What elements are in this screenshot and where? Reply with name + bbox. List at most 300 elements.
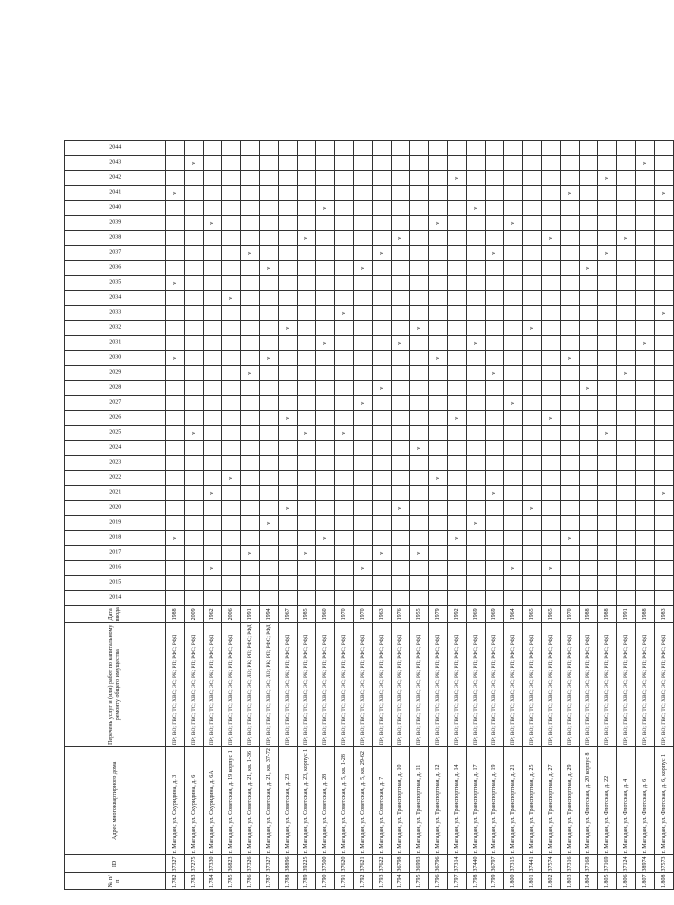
year-cell bbox=[222, 261, 241, 276]
row-services-cell: ПР; ВО; ГВС; ТС; ХВС; ЭС; ЛО; РК; РП; РФС; РФД bbox=[241, 623, 260, 747]
year-cell bbox=[259, 441, 278, 456]
year-cell bbox=[447, 141, 466, 156]
year-cell bbox=[241, 321, 260, 336]
year-cell bbox=[429, 516, 448, 531]
year-cell bbox=[504, 366, 523, 381]
year-cell bbox=[429, 426, 448, 441]
year-cell bbox=[504, 306, 523, 321]
row-id-cell: 37621 bbox=[353, 855, 372, 873]
year-cell bbox=[485, 441, 504, 456]
check-mark: v bbox=[416, 326, 423, 330]
year-cell bbox=[447, 456, 466, 471]
year-cell bbox=[617, 381, 636, 396]
year-cell bbox=[429, 456, 448, 471]
year-cell bbox=[654, 216, 673, 231]
year-cell bbox=[184, 246, 203, 261]
year-cell bbox=[241, 306, 260, 321]
check-mark: v bbox=[585, 266, 592, 270]
year-cell bbox=[466, 396, 485, 411]
year-cell bbox=[410, 171, 429, 186]
year-cell bbox=[429, 546, 448, 561]
year-cell bbox=[259, 186, 278, 201]
year-cell bbox=[353, 246, 372, 261]
year-cell bbox=[372, 441, 391, 456]
year-cell bbox=[241, 231, 260, 246]
year-cell bbox=[654, 396, 673, 411]
year-cell bbox=[335, 201, 354, 216]
year-cell bbox=[579, 561, 598, 576]
year-cell bbox=[166, 276, 185, 291]
year-cell bbox=[297, 351, 316, 366]
year-cell bbox=[523, 501, 542, 516]
year-cell bbox=[598, 276, 617, 291]
year-cell bbox=[523, 411, 542, 426]
year-cell bbox=[410, 321, 429, 336]
row-number-cell: 1.787 bbox=[259, 873, 278, 890]
header-year-label: 2031 bbox=[109, 339, 121, 346]
year-cell bbox=[278, 186, 297, 201]
year-cell bbox=[504, 291, 523, 306]
year-cell bbox=[241, 201, 260, 216]
year-cell bbox=[635, 441, 654, 456]
year-cell bbox=[278, 456, 297, 471]
year-cell bbox=[429, 561, 448, 576]
year-cell bbox=[391, 201, 410, 216]
year-cell bbox=[241, 336, 260, 351]
year-cell bbox=[429, 231, 448, 246]
year-cell bbox=[485, 381, 504, 396]
year-cell bbox=[353, 516, 372, 531]
year-cell bbox=[560, 231, 579, 246]
year-cell bbox=[447, 546, 466, 561]
year-cell bbox=[447, 411, 466, 426]
year-cell bbox=[447, 156, 466, 171]
year-cell bbox=[391, 156, 410, 171]
year-cell bbox=[523, 516, 542, 531]
year-cell bbox=[466, 516, 485, 531]
year-cell bbox=[203, 456, 222, 471]
row-number-cell: 1.794 bbox=[391, 873, 410, 890]
year-cell bbox=[203, 156, 222, 171]
year-cell bbox=[504, 411, 523, 426]
check-mark: v bbox=[265, 266, 272, 270]
year-cell bbox=[203, 576, 222, 591]
year-cell bbox=[523, 546, 542, 561]
year-cell bbox=[184, 411, 203, 426]
year-cell bbox=[617, 306, 636, 321]
header-row bbox=[65, 141, 166, 890]
header-year-label: 2044 bbox=[109, 144, 121, 151]
year-cell bbox=[335, 531, 354, 546]
year-cell bbox=[335, 471, 354, 486]
header-year-label: 2026 bbox=[109, 414, 121, 421]
year-cell bbox=[222, 141, 241, 156]
year-cell bbox=[297, 291, 316, 306]
year-cell bbox=[259, 426, 278, 441]
year-cell bbox=[466, 171, 485, 186]
year-cell bbox=[447, 306, 466, 321]
year-cell bbox=[184, 486, 203, 501]
year-cell bbox=[335, 591, 354, 606]
header-year-label: 2037 bbox=[109, 249, 121, 256]
header-year-label: 2025 bbox=[109, 429, 121, 436]
year-cell bbox=[316, 426, 335, 441]
row-commission-year-cell: 1979 bbox=[429, 606, 448, 623]
year-cell bbox=[560, 471, 579, 486]
year-cell bbox=[241, 171, 260, 186]
check-mark: v bbox=[359, 566, 366, 570]
year-cell bbox=[316, 486, 335, 501]
year-cell bbox=[635, 366, 654, 381]
row-commission-year-cell: 1963 bbox=[372, 606, 391, 623]
year-cell bbox=[541, 501, 560, 516]
year-cell bbox=[504, 216, 523, 231]
year-cell bbox=[504, 321, 523, 336]
year-cell bbox=[259, 381, 278, 396]
year-cell bbox=[541, 396, 560, 411]
year-cell bbox=[579, 336, 598, 351]
year-cell bbox=[410, 291, 429, 306]
year-cell bbox=[598, 246, 617, 261]
header-year bbox=[65, 321, 166, 336]
year-cell bbox=[560, 291, 579, 306]
year-cell bbox=[523, 396, 542, 411]
year-cell bbox=[485, 351, 504, 366]
year-cell bbox=[654, 141, 673, 156]
header-year bbox=[65, 351, 166, 366]
header-year bbox=[65, 276, 166, 291]
check-mark: v bbox=[491, 371, 498, 375]
year-cell bbox=[203, 201, 222, 216]
row-commission-year-cell: 1985 bbox=[297, 606, 316, 623]
row-number-cell: 1.784 bbox=[203, 873, 222, 890]
row-services-cell: ПР; ВО; ГВС; ТС; ХВС; ЭС; РК; РП; РФС; РФД bbox=[335, 623, 354, 747]
check-mark: v bbox=[641, 341, 648, 345]
year-cell bbox=[466, 336, 485, 351]
year-cell bbox=[541, 216, 560, 231]
row-commission-year-cell: 1964 bbox=[504, 606, 523, 623]
header-year-label: 2017 bbox=[109, 549, 121, 556]
year-cell bbox=[259, 216, 278, 231]
year-cell bbox=[184, 396, 203, 411]
table-row bbox=[353, 141, 372, 890]
year-cell bbox=[447, 471, 466, 486]
year-cell bbox=[485, 516, 504, 531]
year-cell bbox=[241, 531, 260, 546]
year-cell bbox=[485, 306, 504, 321]
year-cell bbox=[429, 576, 448, 591]
year-cell bbox=[579, 246, 598, 261]
row-address-cell: г. Магадан, ул. Флотская, д. 6, корпус 1 bbox=[654, 747, 673, 855]
year-cell bbox=[466, 156, 485, 171]
year-cell bbox=[447, 246, 466, 261]
year-cell bbox=[485, 321, 504, 336]
year-cell bbox=[466, 546, 485, 561]
year-cell bbox=[523, 366, 542, 381]
year-cell bbox=[353, 501, 372, 516]
check-mark: v bbox=[472, 341, 479, 345]
year-cell bbox=[447, 201, 466, 216]
year-cell bbox=[316, 351, 335, 366]
header-year-label: 2018 bbox=[109, 534, 121, 541]
check-mark: v bbox=[566, 536, 573, 540]
year-cell bbox=[241, 261, 260, 276]
year-cell bbox=[203, 171, 222, 186]
year-cell bbox=[560, 411, 579, 426]
year-cell bbox=[560, 516, 579, 531]
year-cell bbox=[447, 591, 466, 606]
year-cell bbox=[579, 216, 598, 231]
year-cell bbox=[447, 336, 466, 351]
row-services-cell: ПР; ВО; ГВС; ТС; ХВС; ЭС; РК; РП; РФС; РФД bbox=[429, 623, 448, 747]
year-cell bbox=[353, 381, 372, 396]
check-mark: v bbox=[171, 356, 178, 360]
year-cell bbox=[222, 441, 241, 456]
year-cell bbox=[353, 306, 372, 321]
year-cell bbox=[241, 501, 260, 516]
year-cell bbox=[166, 201, 185, 216]
check-mark: v bbox=[623, 371, 630, 375]
row-id-cell: 37275 bbox=[184, 855, 203, 873]
year-cell bbox=[598, 141, 617, 156]
year-cell bbox=[410, 381, 429, 396]
year-cell bbox=[166, 186, 185, 201]
check-mark: v bbox=[209, 566, 216, 570]
year-cell bbox=[523, 141, 542, 156]
table-row bbox=[203, 141, 222, 890]
year-cell bbox=[541, 516, 560, 531]
year-cell bbox=[297, 561, 316, 576]
year-cell bbox=[617, 501, 636, 516]
year-cell bbox=[259, 561, 278, 576]
year-cell bbox=[429, 171, 448, 186]
year-cell bbox=[560, 201, 579, 216]
year-cell bbox=[241, 141, 260, 156]
check-mark: v bbox=[604, 251, 611, 255]
row-services-cell: ПР; ВО; ГВС; ТС; ХВС; ЭС; РК; РП; РФС; РФД bbox=[541, 623, 560, 747]
year-cell bbox=[297, 366, 316, 381]
year-cell bbox=[617, 171, 636, 186]
year-cell bbox=[410, 141, 429, 156]
year-cell bbox=[635, 291, 654, 306]
year-cell bbox=[410, 576, 429, 591]
row-id-cell: 37124 bbox=[617, 855, 636, 873]
year-cell bbox=[504, 186, 523, 201]
capital-repair-schedule-table bbox=[64, 140, 674, 890]
year-cell bbox=[447, 576, 466, 591]
year-cell bbox=[617, 486, 636, 501]
year-cell bbox=[579, 576, 598, 591]
year-cell bbox=[391, 186, 410, 201]
header-year bbox=[65, 441, 166, 456]
row-address-cell: г. Магадан, ул. Транспортная, д. 27 bbox=[541, 747, 560, 855]
row-id-cell: 37326 bbox=[241, 855, 260, 873]
year-cell bbox=[523, 486, 542, 501]
year-cell bbox=[222, 366, 241, 381]
year-cell bbox=[410, 336, 429, 351]
year-cell bbox=[410, 486, 429, 501]
year-cell bbox=[353, 486, 372, 501]
header-year bbox=[65, 366, 166, 381]
table-row bbox=[560, 141, 579, 890]
year-cell bbox=[335, 441, 354, 456]
year-cell bbox=[391, 366, 410, 381]
year-cell bbox=[241, 186, 260, 201]
check-mark: v bbox=[341, 311, 348, 315]
check-mark: v bbox=[247, 251, 254, 255]
row-address-cell: г. Магадан, ул. Транспортная, д. 21 bbox=[504, 747, 523, 855]
check-mark: v bbox=[529, 326, 536, 330]
year-cell bbox=[166, 516, 185, 531]
year-cell bbox=[617, 516, 636, 531]
year-cell bbox=[579, 186, 598, 201]
year-cell bbox=[391, 531, 410, 546]
check-mark: v bbox=[585, 386, 592, 390]
row-services-cell: ПР; ВО; ГВС; ТС; ХВС; ЭС; РК; РП; РФС; РФД bbox=[560, 623, 579, 747]
row-id-cell: 38896 bbox=[278, 855, 297, 873]
year-cell bbox=[184, 516, 203, 531]
check-mark: v bbox=[510, 566, 517, 570]
year-cell bbox=[485, 561, 504, 576]
year-cell bbox=[259, 576, 278, 591]
row-commission-year-cell: 1969 bbox=[485, 606, 504, 623]
year-cell bbox=[485, 276, 504, 291]
row-address-cell: г. Магадан, ул. Транспортная, д. 29 bbox=[560, 747, 579, 855]
year-cell bbox=[297, 276, 316, 291]
year-cell bbox=[410, 546, 429, 561]
year-cell bbox=[635, 351, 654, 366]
year-cell bbox=[316, 561, 335, 576]
year-cell bbox=[316, 186, 335, 201]
year-cell bbox=[579, 396, 598, 411]
year-cell bbox=[579, 261, 598, 276]
row-commission-year-cell: 1991 bbox=[241, 606, 260, 623]
year-cell bbox=[635, 306, 654, 321]
check-mark: v bbox=[660, 191, 667, 195]
year-cell bbox=[391, 486, 410, 501]
year-cell bbox=[654, 381, 673, 396]
row-services-cell: ПР; ВО; ГВС; ТС; ХВС; ЭС; РК; РП; РФС; РФД bbox=[297, 623, 316, 747]
year-cell bbox=[617, 561, 636, 576]
year-cell bbox=[372, 471, 391, 486]
year-cell bbox=[166, 261, 185, 276]
header-year-label: 2022 bbox=[109, 474, 121, 481]
check-mark: v bbox=[209, 221, 216, 225]
year-cell bbox=[579, 141, 598, 156]
year-cell bbox=[166, 501, 185, 516]
row-commission-year-cell: 1992 bbox=[447, 606, 466, 623]
header-year bbox=[65, 231, 166, 246]
year-cell bbox=[241, 591, 260, 606]
row-services-cell: ПР; ВО; ГВС; ТС; ХВС; ЭС; ЛО; РК; РП; РФС; РФД bbox=[259, 623, 278, 747]
year-cell bbox=[353, 231, 372, 246]
year-cell bbox=[353, 561, 372, 576]
year-cell bbox=[353, 186, 372, 201]
year-cell bbox=[654, 426, 673, 441]
year-cell bbox=[316, 471, 335, 486]
year-cell bbox=[598, 456, 617, 471]
year-cell bbox=[391, 546, 410, 561]
year-cell bbox=[410, 396, 429, 411]
row-services-cell: ПР; ВО; ГВС; ТС; ХВС; ЭС; РК; РП; РФС; РФД bbox=[654, 623, 673, 747]
year-cell bbox=[259, 501, 278, 516]
table-row bbox=[297, 141, 316, 890]
year-cell bbox=[447, 321, 466, 336]
check-mark: v bbox=[171, 191, 178, 195]
row-number-cell: 1.806 bbox=[617, 873, 636, 890]
year-cell bbox=[541, 426, 560, 441]
year-cell bbox=[297, 486, 316, 501]
year-cell bbox=[541, 246, 560, 261]
year-cell bbox=[372, 396, 391, 411]
year-cell bbox=[429, 396, 448, 411]
year-cell bbox=[429, 336, 448, 351]
header-no: № п/п bbox=[65, 873, 166, 890]
year-cell bbox=[654, 201, 673, 216]
year-cell bbox=[184, 366, 203, 381]
year-cell bbox=[335, 426, 354, 441]
year-cell bbox=[598, 186, 617, 201]
header-year bbox=[65, 426, 166, 441]
row-address-cell: г. Магадан, ул. Советская, д. 7 bbox=[372, 747, 391, 855]
table-row bbox=[504, 141, 523, 890]
year-cell bbox=[222, 201, 241, 216]
year-cell bbox=[259, 366, 278, 381]
year-cell bbox=[353, 201, 372, 216]
row-id-cell: 36798 bbox=[391, 855, 410, 873]
year-cell bbox=[316, 261, 335, 276]
year-cell bbox=[391, 246, 410, 261]
year-cell bbox=[391, 501, 410, 516]
year-cell bbox=[335, 171, 354, 186]
year-cell bbox=[241, 456, 260, 471]
year-cell bbox=[654, 231, 673, 246]
table-row bbox=[166, 141, 185, 890]
year-cell bbox=[259, 246, 278, 261]
year-cell bbox=[598, 156, 617, 171]
year-cell bbox=[222, 576, 241, 591]
year-cell bbox=[429, 471, 448, 486]
year-cell bbox=[617, 156, 636, 171]
year-cell bbox=[504, 276, 523, 291]
year-cell bbox=[504, 261, 523, 276]
year-cell bbox=[523, 381, 542, 396]
row-services-cell: ПР; ВО; ГВС; ТС; ХВС; ЭС; РК; РП; РФС; РФД bbox=[353, 623, 372, 747]
year-cell bbox=[560, 366, 579, 381]
year-cell bbox=[278, 576, 297, 591]
year-cell bbox=[654, 411, 673, 426]
year-cell bbox=[372, 171, 391, 186]
row-services-cell: ПР; ВО; ГВС; ТС; ХВС; ЭС; РК; РП; РФС; РФД bbox=[278, 623, 297, 747]
year-cell bbox=[447, 351, 466, 366]
year-cell bbox=[353, 441, 372, 456]
year-cell bbox=[598, 591, 617, 606]
year-cell bbox=[259, 156, 278, 171]
year-cell bbox=[617, 216, 636, 231]
row-address-cell: г. Магадан, ул. Транспортная, д. 25 bbox=[523, 747, 542, 855]
year-cell bbox=[654, 261, 673, 276]
check-mark: v bbox=[491, 251, 498, 255]
year-cell bbox=[222, 516, 241, 531]
year-cell bbox=[316, 336, 335, 351]
row-commission-year-cell: 1988 bbox=[598, 606, 617, 623]
row-address-cell: г. Магадан, ул. Скуридина, д. 6 bbox=[184, 747, 203, 855]
check-mark: v bbox=[435, 476, 442, 480]
year-cell bbox=[297, 546, 316, 561]
year-cell bbox=[166, 456, 185, 471]
year-cell bbox=[541, 471, 560, 486]
year-cell bbox=[278, 291, 297, 306]
